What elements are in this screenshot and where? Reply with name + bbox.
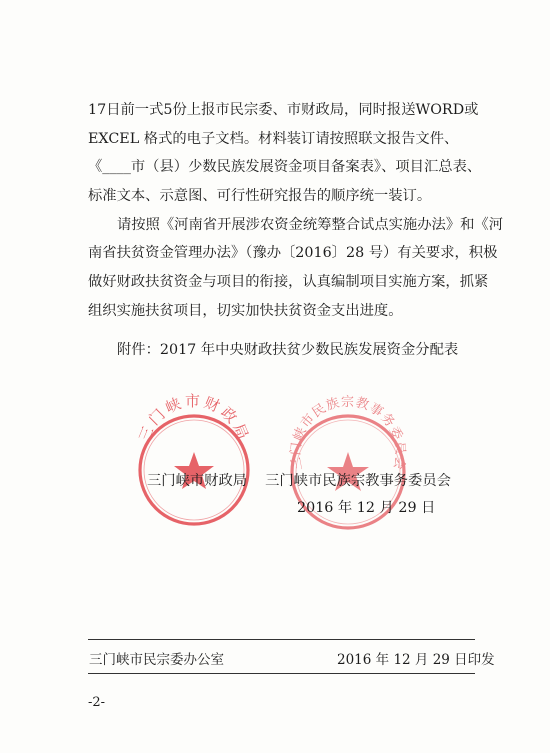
- paragraph-line: 南省扶贫资金管理办法》（豫办〔2016〕28 号）有关要求，积极: [88, 245, 498, 262]
- attachment-note: 附件：2017 年中央财政扶贫少数民族发展资金分配表: [117, 342, 459, 358]
- signing-date: 2016 年 12 月 29 日: [297, 500, 436, 516]
- signatories: [147, 470, 451, 490]
- svg-text:三门峡市财政局: 三门峡市财政局: [135, 392, 253, 445]
- paragraph-line: 17日前一式5份上报市民宗委、市财政局，同时报送WORD或: [88, 102, 479, 118]
- paragraph-line: 标准文本、示意图、可行性研究报告的顺序统一装订。: [88, 188, 432, 205]
- paragraph-line: 《____市（县）少数民族发展资金项目备案表》、项目汇总表、: [88, 159, 482, 176]
- svg-text:三门峡市民族宗教事务委员会: 三门峡市民族宗教事务委员会: [288, 394, 408, 472]
- paragraph-line: 请按照《河南省开展涉农资金统筹整合试点实施办法》和《河: [117, 216, 504, 233]
- page-number: -2-: [88, 695, 106, 710]
- finance-bureau-seal: [135, 392, 253, 524]
- paragraph-line: EXCEL 格式的电子文档。材料装订请按照联文报告文件、: [88, 130, 459, 147]
- paragraph-line: 做好财政扶贫资金与项目的衔接，认真编制项目实施方案，抓紧: [88, 274, 489, 291]
- footer-top-rule: [88, 639, 475, 640]
- issuing-office: 三门峡市民宗委办公室: [89, 652, 224, 668]
- signer-finance-bureau: 三门峡市财政局: [147, 473, 248, 489]
- issue-date: 2016 年 12 月 29 日印发: [337, 652, 495, 668]
- signer-ethnic-commission: 三门峡市民族宗教事务委员会: [265, 473, 451, 489]
- paragraph-line: 组织实施扶贫项目，切实加快扶贫资金支出进度。: [88, 302, 403, 319]
- footer-bottom-rule: [88, 673, 475, 674]
